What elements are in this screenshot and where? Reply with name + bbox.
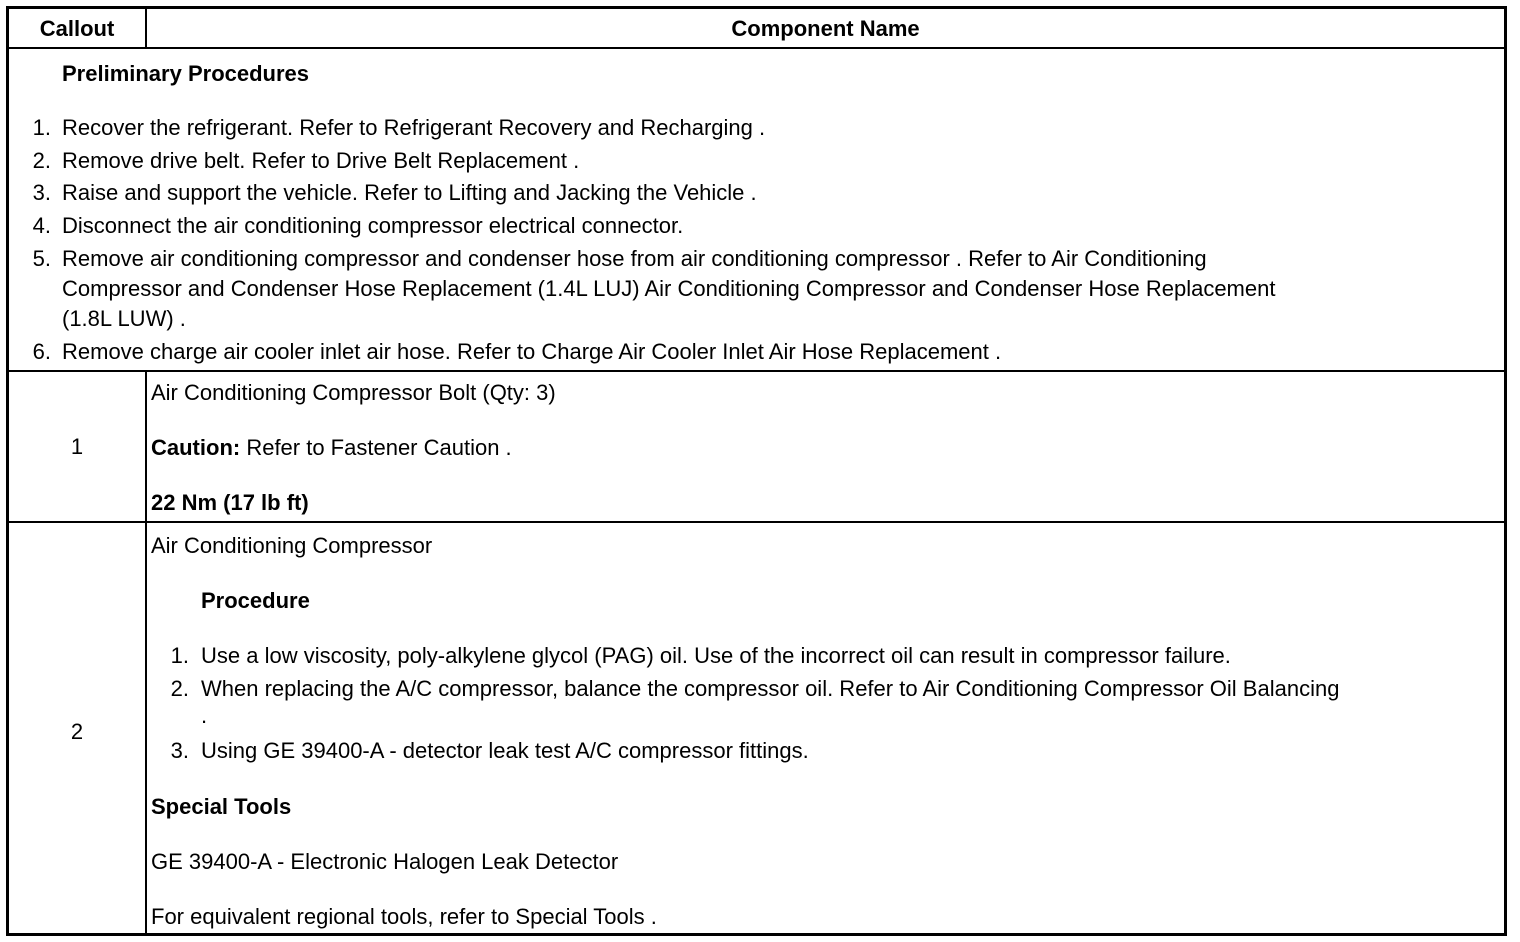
step-text: Disconnect the air conditioning compressor electrical connector. [62,213,684,238]
step-text: Raise and support the vehicle. Refer to Lifting and Jacking the Vehicle . [62,180,757,205]
table-row [9,372,1504,523]
special-tools-title: Special Tools [151,794,292,819]
preliminary-procedures-title: Preliminary Procedures [62,61,310,86]
step-number: 6. [32,339,51,364]
step-text: Using GE 39400-A - detector leak test A/C compressor fittings. [201,738,809,763]
step-number: 3. [170,738,189,763]
column-divider [145,523,147,936]
step-number: 1. [170,643,189,668]
callout-number: 2 [70,719,84,744]
step-number: 5. [32,246,51,271]
caution-text: Refer to Fastener Caution . [240,435,512,460]
step-text: When replacing the A/C compressor, balance the compressor oil. Refer to Air Conditioning Compressor Oil Balancing [201,676,1340,701]
special-tool: GE 39400-A - Electronic Halogen Leak Detector [151,849,619,874]
column-divider [145,9,147,49]
step-number: 4. [32,213,51,238]
caution-line [151,435,512,461]
equivalent-tools-note: For equivalent regional tools, refer to Special Tools . [151,904,657,929]
step-text: Compressor and Condenser Hose Replacement (1.4L LUJ) Air Conditioning Compressor and Condenser Hose Replacement [62,276,1276,301]
step-text: Remove air conditioning compressor and condenser hose from air conditioning compressor . Refer to Air Conditioning [62,246,1207,271]
component-name-column-header: Component Name [731,16,920,41]
procedure-table [6,6,1507,936]
callout-number: 1 [70,434,84,459]
step-text: (1.8L LUW) . [62,306,186,331]
step-text: Remove charge air cooler inlet air hose. Refer to Charge Air Cooler Inlet Air Hose Replacement . [62,339,1002,364]
callout-column-header: Callout [39,16,115,41]
torque-spec: 22 Nm (17 lb ft) [151,490,309,515]
column-divider [145,372,147,523]
component-name: Air Conditioning Compressor Bolt (Qty: 3) [151,380,556,405]
table-header-row [9,9,1504,49]
step-number: 2. [170,676,189,701]
component-name: Air Conditioning Compressor [151,533,433,558]
table-row [9,523,1504,936]
step-text: Use a low viscosity, poly-alkylene glycol (PAG) oil. Use of the incorrect oil can result in compressor failure. [201,643,1231,668]
step-number: 1. [32,115,51,140]
step-text: Remove drive belt. Refer to Drive Belt Replacement . [62,148,580,173]
step-text: . [201,703,208,728]
procedure-title: Procedure [201,588,310,613]
caution-label: Caution: [151,435,241,460]
step-number: 2. [32,148,51,173]
preliminary-procedures-row [9,49,1504,372]
step-text: Recover the refrigerant. Refer to Refrigerant Recovery and Recharging . [62,115,766,140]
step-number: 3. [32,180,51,205]
